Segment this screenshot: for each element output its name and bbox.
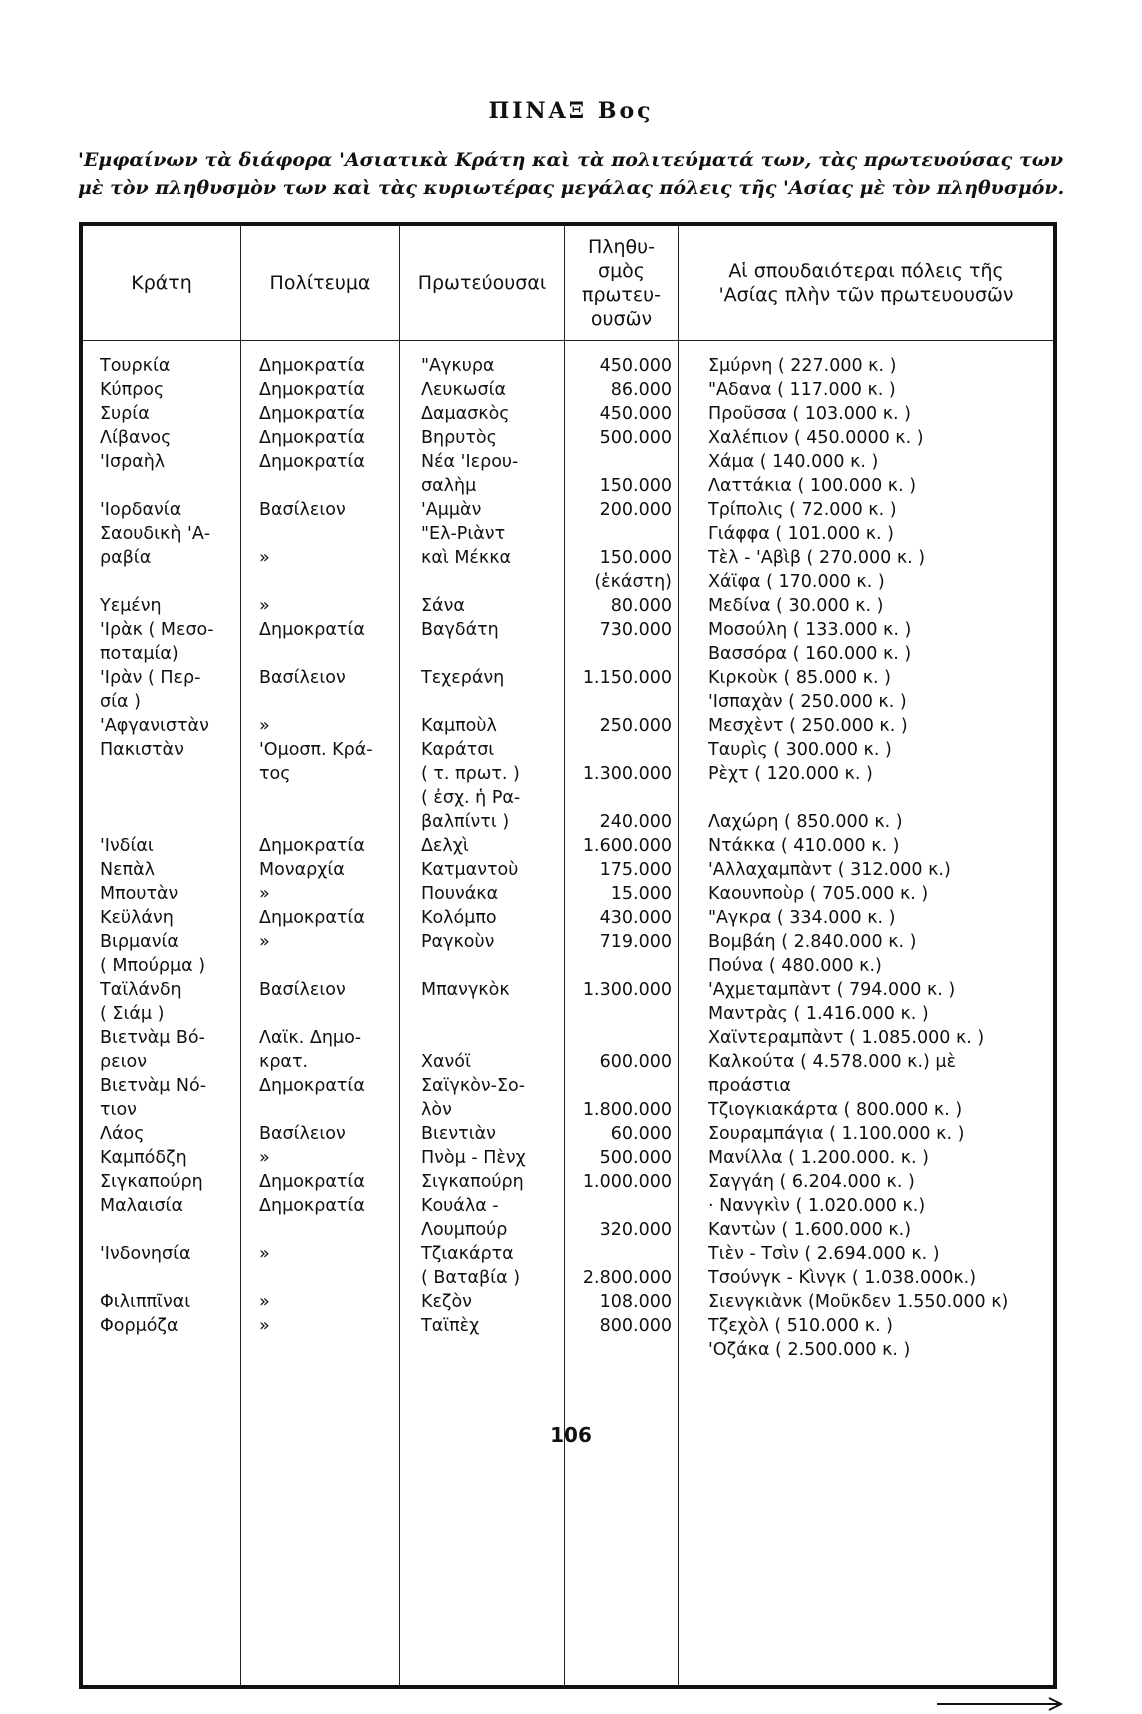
capital-cell: ( τ. πρωτ. ): [421, 764, 520, 784]
capital-cell: Κολόμπο: [421, 908, 497, 928]
population-cell: [566, 738, 672, 762]
city-cell: Σαγγάη ( 6.204.000 κ. ): [708, 1172, 915, 1192]
capital-cell: [421, 954, 563, 978]
capital-cell: λὸν: [421, 1100, 452, 1120]
city-cell: Βομβάη ( 2.840.000 κ. ): [708, 932, 917, 952]
state-cell: Λίβανος: [100, 428, 172, 448]
state-cell: Μπουτὰν: [100, 884, 179, 904]
capital-cell: Βιεντιὰν: [421, 1124, 496, 1144]
population-cell: [566, 1002, 672, 1026]
government-cell: Δημοκρατία: [259, 404, 365, 424]
city-cell: Τζεχὸλ ( 510.000 κ. ): [708, 1316, 893, 1336]
population-cell: 719.000: [599, 932, 672, 952]
capital-cell: καὶ Μέκκα: [421, 548, 512, 568]
column-divider: [240, 226, 241, 1685]
capital-cell: Λευκωσία: [421, 380, 507, 400]
capital-cell: [421, 570, 563, 594]
government-cell: »: [259, 596, 270, 616]
capital-cell: σαλὴμ: [421, 476, 477, 496]
capital-cell: Πνὸμ - Πὲνχ: [421, 1148, 526, 1168]
city-cell: "Αδανα ( 117.000 κ. ): [708, 380, 896, 400]
capital-cell: Ταϊπὲχ: [421, 1316, 480, 1336]
capital-cell: Καμποὺλ: [421, 716, 497, 736]
population-cell: [566, 1242, 672, 1266]
population-cell: 500.000: [599, 1148, 672, 1168]
capital-cell: Πουνάκα: [421, 884, 499, 904]
population-cell: 240.000: [599, 812, 672, 832]
population-cell: 1.300.000: [582, 980, 672, 1000]
population-cell: 800.000: [599, 1316, 672, 1336]
government-cell: Δημοκρατία: [259, 380, 365, 400]
population-cell: [566, 786, 672, 810]
capital-cell: [421, 1026, 563, 1050]
header-cities-line: 'Ασίας πλὴν τῶν πρωτευουσῶν: [718, 284, 1014, 306]
city-cell: Τρίπολις ( 72.000 κ. ): [708, 500, 897, 520]
capital-cell: Δαμασκὸς: [421, 404, 510, 424]
population-cell: [566, 1074, 672, 1098]
city-cell: Τσούνγκ - Κὶνγκ ( 1.038.000κ.): [708, 1268, 977, 1288]
government-cell: [259, 810, 397, 834]
capital-cell: 'Αμμὰν: [421, 500, 482, 520]
capital-cell: [421, 1002, 563, 1026]
population-cell: [566, 1026, 672, 1050]
government-cell: Δημοκρατία: [259, 356, 365, 376]
state-cell: [100, 810, 238, 834]
government-cell: »: [259, 1148, 270, 1168]
state-cell: Βιετνὰμ Βό-: [100, 1028, 205, 1048]
state-cell: [100, 474, 238, 498]
capital-cell: Τεχεράνη: [421, 668, 505, 688]
column-population: [566, 354, 672, 1338]
city-cell: Τζιογκιακάρτα ( 800.000 κ. ): [708, 1100, 963, 1120]
column-capitals: [421, 354, 563, 1338]
state-cell: 'Ισραὴλ: [100, 452, 166, 472]
header-states: Κράτη: [131, 272, 192, 294]
state-cell: Βιρμανία: [100, 932, 179, 952]
header-capitals: Πρωτεύουσαι: [417, 272, 547, 294]
capital-cell: ( Βαταβία ): [421, 1268, 521, 1288]
state-cell: Συρία: [100, 404, 150, 424]
column-states: [100, 354, 238, 1338]
state-cell: [100, 762, 238, 786]
capital-cell: "Αγκυρα: [421, 356, 495, 376]
capital-cell: Βηρυτὸς: [421, 428, 497, 448]
population-cell: 1.150.000: [582, 668, 672, 688]
government-cell: [259, 522, 397, 546]
city-cell: Μεδίνα ( 30.000 κ. ): [708, 596, 884, 616]
city-cell: 'Αλλαχαμπὰντ ( 312.000 κ.): [708, 860, 951, 880]
population-cell: 1.300.000: [582, 764, 672, 784]
city-cell: Βασσόρα ( 160.000 κ. ): [708, 644, 912, 664]
header-population-line: πρωτευ-: [582, 284, 661, 306]
population-cell: 15.000: [610, 884, 672, 904]
city-cell: Πούνα ( 480.000 κ.): [708, 956, 882, 976]
government-cell: Μοναρχία: [259, 860, 345, 880]
state-cell: Μαλαισία: [100, 1196, 183, 1216]
state-cell: ποταμία): [100, 644, 179, 664]
capital-cell: Μπανγκὸκ: [421, 980, 510, 1000]
population-cell: (ἑκάστη): [594, 572, 672, 592]
state-cell: Κύπρος: [100, 380, 165, 400]
population-cell: 175.000: [599, 860, 672, 880]
population-cell: 450.000: [599, 356, 672, 376]
capital-cell: Νέα 'Ιερου-: [421, 452, 519, 472]
capital-cell: Λουμπούρ: [421, 1220, 508, 1240]
government-cell: Δημοκρατία: [259, 620, 365, 640]
capital-cell: Χανόϊ: [421, 1052, 471, 1072]
capital-cell: "Ελ-Ριὰντ: [421, 524, 506, 544]
capital-cell: Κεζὸν: [421, 1292, 472, 1312]
government-cell: [259, 786, 397, 810]
population-cell: [566, 522, 672, 546]
city-cell: Χαλέπιον ( 450.0000 κ. ): [708, 428, 924, 448]
government-cell: [259, 642, 397, 666]
column-divider: [678, 226, 679, 1685]
city-cell: 'Ισπαχὰν ( 250.000 κ. ): [708, 692, 907, 712]
state-cell: 'Ινδονησία: [100, 1244, 191, 1264]
city-cell: 'Οζάκα ( 2.500.000 κ. ): [708, 1340, 911, 1360]
population-cell: 730.000: [599, 620, 672, 640]
capital-cell: Κουάλα -: [421, 1196, 499, 1216]
capital-cell: Δελχὶ: [421, 836, 469, 856]
city-cell: Χαϊντεραμπὰντ ( 1.085.000 κ. ): [708, 1028, 985, 1048]
government-cell: [259, 1266, 397, 1290]
city-cell: προάστια: [708, 1076, 791, 1096]
capital-cell: Ραγκοὺν: [421, 932, 495, 952]
state-cell: Καμπόδζη: [100, 1148, 187, 1168]
city-cell: Σουραμπάγια ( 1.100.000 κ. ): [708, 1124, 965, 1144]
city-cell: Χάϊφα ( 170.000 κ. ): [708, 572, 885, 592]
state-cell: [100, 570, 238, 594]
population-cell: 86.000: [610, 380, 672, 400]
header-population: [565, 226, 678, 340]
table-subtitle: [78, 146, 1063, 202]
capital-cell: Κατμαντοὺ: [421, 860, 519, 880]
government-cell: Βασίλειον: [259, 980, 346, 1000]
header-cities-line: Αἱ σπουδαιότεραι πόλεις τῆς: [728, 260, 1004, 282]
table-title: ΠΙΝΑΞ Βος: [488, 98, 654, 124]
state-cell: 'Ινδίαι: [100, 836, 154, 856]
city-cell: 'Αχμεταμπὰντ ( 794.000 κ. ): [708, 980, 956, 1000]
state-cell: Νεπὰλ: [100, 860, 155, 880]
state-cell: ( Μπούρμα ): [100, 956, 206, 976]
city-cell: · Νανγκὶν ( 1.020.000 κ.): [708, 1196, 926, 1216]
header-cities: [679, 226, 1053, 340]
government-cell: »: [259, 1292, 270, 1312]
state-cell: ρειον: [100, 1052, 147, 1072]
government-cell: »: [259, 716, 270, 736]
population-cell: 2.800.000: [582, 1268, 672, 1288]
government-cell: 'Ομοσπ. Κρά-: [259, 740, 373, 760]
government-cell: Βασίλειον: [259, 500, 346, 520]
state-cell: Υεμένη: [100, 596, 162, 616]
government-cell: [259, 1002, 397, 1026]
state-cell: [100, 786, 238, 810]
population-cell: 60.000: [610, 1124, 672, 1144]
capital-cell: Καράτσι: [421, 740, 495, 760]
population-cell: 450.000: [599, 404, 672, 424]
city-cell: [708, 786, 1053, 810]
government-cell: »: [259, 1244, 270, 1264]
capital-cell: Τζιακάρτα: [421, 1244, 514, 1264]
capital-cell: [421, 642, 563, 666]
city-cell: Μαντρὰς ( 1.416.000 κ. ): [708, 1004, 929, 1024]
state-cell: 'Ιορδανία: [100, 500, 182, 520]
city-cell: Τὲλ - 'Αβὶβ ( 270.000 κ. ): [708, 548, 926, 568]
population-cell: 80.000: [610, 596, 672, 616]
state-cell: [100, 1218, 238, 1242]
city-cell: Ταυρὶς ( 300.000 κ. ): [708, 740, 892, 760]
header-population-line: ουσῶν: [590, 308, 653, 330]
city-cell: Σμύρνη ( 227.000 κ. ): [708, 356, 897, 376]
government-cell: Δημοκρατία: [259, 908, 365, 928]
population-cell: [566, 690, 672, 714]
state-cell: τιον: [100, 1100, 137, 1120]
state-cell: 'Ιρὰν ( Περ-: [100, 668, 201, 688]
state-cell: Τουρκία: [100, 356, 171, 376]
population-cell: 600.000: [599, 1052, 672, 1072]
capital-cell: Σιγκαπούρη: [421, 1172, 524, 1192]
government-cell: Δημοκρατία: [259, 836, 365, 856]
column-divider: [399, 226, 400, 1685]
city-cell: Καλκούτα ( 4.578.000 κ.) μὲ: [708, 1052, 957, 1072]
city-cell: "Αγκρα ( 334.000 κ. ): [708, 908, 896, 928]
state-cell: Κεϋλάνη: [100, 908, 174, 928]
population-cell: [566, 642, 672, 666]
capital-cell: Σαϊγκὸν-Σο-: [421, 1076, 526, 1096]
city-cell: Σιενγκιὰνκ (Μοῦκδεν 1.550.000 κ): [708, 1292, 1009, 1312]
government-cell: Δημοκρατία: [259, 428, 365, 448]
column-government: [259, 354, 397, 1338]
city-cell: Προῦσσα ( 103.000 κ. ): [708, 404, 911, 424]
header-population-line: Πληθυ-: [587, 236, 656, 258]
capital-cell: ( ἐσχ. ἡ Ρα-: [421, 788, 521, 808]
government-cell: [259, 474, 397, 498]
state-cell: Ταϊλάνδη: [100, 980, 182, 1000]
state-cell: 'Ιρὰκ ( Μεσο-: [100, 620, 214, 640]
government-cell: Δημοκρατία: [259, 1196, 365, 1216]
state-cell: Φιλιππῖναι: [100, 1292, 191, 1312]
continue-arrow-icon: [935, 1694, 1065, 1714]
city-cell: Καουνποὺρ ( 705.000 κ. ): [708, 884, 929, 904]
capital-cell: [421, 690, 563, 714]
population-cell: 108.000: [599, 1292, 672, 1312]
city-cell: Χάμα ( 140.000 κ. ): [708, 452, 879, 472]
population-cell: 150.000: [599, 476, 672, 496]
government-cell: Βασίλειον: [259, 1124, 346, 1144]
government-cell: »: [259, 548, 270, 568]
population-cell: 250.000: [599, 716, 672, 736]
city-cell: Ρὲχτ ( 120.000 κ. ): [708, 764, 873, 784]
state-cell: ( Σιάμ ): [100, 1004, 165, 1024]
government-cell: »: [259, 884, 270, 904]
city-cell: Γιάφφα ( 101.000 κ. ): [708, 524, 894, 544]
capital-cell: Βαγδάτη: [421, 620, 499, 640]
government-cell: [259, 1218, 397, 1242]
city-cell: Καντὼν ( 1.600.000 κ.): [708, 1220, 912, 1240]
population-cell: 430.000: [599, 908, 672, 928]
city-cell: Τιὲν - Τσὶν ( 2.694.000 κ. ): [708, 1244, 940, 1264]
state-cell: Σαουδικὴ 'Α-: [100, 524, 211, 544]
government-cell: [259, 1098, 397, 1122]
column-divider: [564, 226, 565, 1685]
city-cell: Κιρκοὺκ ( 85.000 κ. ): [708, 668, 891, 688]
data-table: [79, 222, 1057, 1689]
population-cell: 500.000: [599, 428, 672, 448]
header-government: Πολίτευμα: [269, 272, 371, 294]
header-divider: [83, 340, 1053, 341]
population-cell: 1.600.000: [582, 836, 672, 856]
government-cell: [259, 954, 397, 978]
population-cell: [566, 450, 672, 474]
government-cell: »: [259, 932, 270, 952]
state-cell: Σιγκαπούρη: [100, 1172, 203, 1192]
government-cell: Δημοκρατία: [259, 1172, 365, 1192]
state-cell: Πακιστὰν: [100, 740, 184, 760]
population-cell: 200.000: [599, 500, 672, 520]
government-cell: »: [259, 1316, 270, 1336]
government-cell: Δημοκρατία: [259, 1076, 365, 1096]
state-cell: σία ): [100, 692, 141, 712]
population-cell: [566, 954, 672, 978]
government-cell: κρατ.: [259, 1052, 309, 1072]
government-cell: Βασίλειον: [259, 668, 346, 688]
government-cell: [259, 690, 397, 714]
government-cell: τος: [259, 764, 291, 784]
government-cell: Λαϊκ. Δημο-: [259, 1028, 362, 1048]
capital-cell: βαλπίντι ): [421, 812, 510, 832]
state-cell: Λάος: [100, 1124, 145, 1144]
population-cell: 1.800.000: [582, 1100, 672, 1120]
state-cell: ραβία: [100, 548, 152, 568]
state-cell: 'Αφγανιστὰν: [100, 716, 209, 736]
city-cell: Λαττάκια ( 100.000 κ. ): [708, 476, 917, 496]
subtitle-line: μὲ τὸν πληθυσμὸν των καὶ τὰς κυριωτέρας μεγάλας πόλεις τῆς 'Ασίας μὲ τὸν πληθυσμόν.: [78, 177, 1065, 199]
population-cell: 1.000.000: [582, 1172, 672, 1192]
city-cell: Μοσούλη ( 133.000 κ. ): [708, 620, 912, 640]
subtitle-line: 'Εμφαίνων τὰ διάφορα 'Ασιατικὰ Κράτη καὶ τὰ πολιτεύματά των, τὰς πρωτευούσας των: [78, 149, 1063, 171]
city-cell: Μανίλλα ( 1.200.000. κ. ): [708, 1148, 929, 1168]
state-cell: Φορμόζα: [100, 1316, 179, 1336]
city-cell: Μεσχὲντ ( 250.000 κ. ): [708, 716, 908, 736]
capital-cell: Σάνα: [421, 596, 465, 616]
state-cell: [100, 1266, 238, 1290]
population-cell: [566, 1194, 672, 1218]
city-cell: Λαχώρη ( 850.000 κ. ): [708, 812, 903, 832]
column-cities: [708, 354, 1053, 1362]
government-cell: [259, 570, 397, 594]
state-cell: Βιετνὰμ Νό-: [100, 1076, 207, 1096]
city-cell: Ντάκκα ( 410.000 κ. ): [708, 836, 900, 856]
population-cell: 320.000: [599, 1220, 672, 1240]
government-cell: Δημοκρατία: [259, 452, 365, 472]
population-cell: 150.000: [599, 548, 672, 568]
page-number: 106: [550, 1423, 592, 1447]
header-population-line: σμὸς: [598, 260, 645, 282]
